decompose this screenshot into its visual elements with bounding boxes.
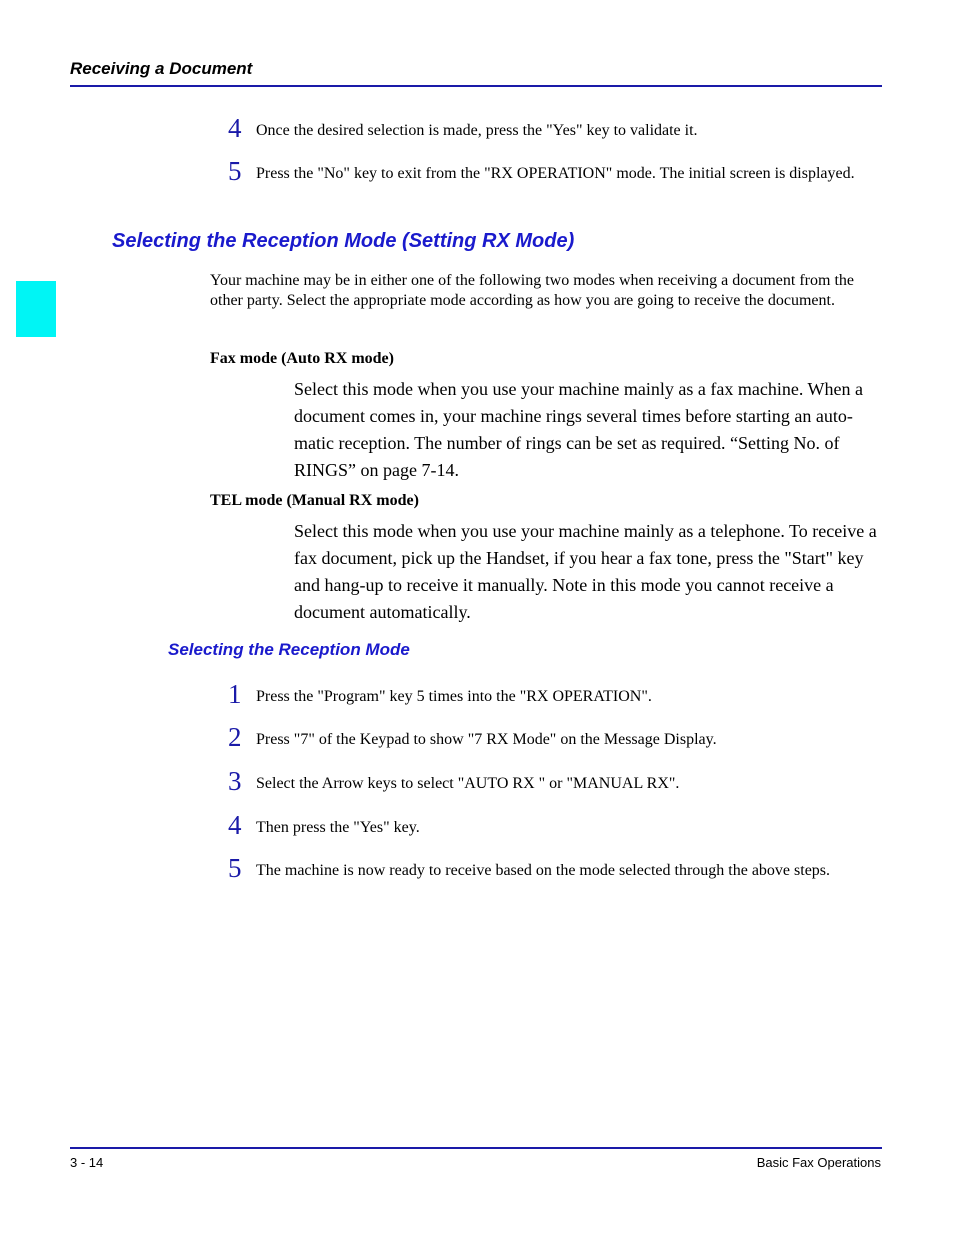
step-text: The machine is now ready to receive based on the mode selected through the above steps.	[256, 862, 831, 879]
step-number: 2	[228, 722, 242, 752]
step-number: 5	[228, 156, 242, 186]
mode-description-fax: Select this mode when you use your machine mainly as a fax machine. When a document comes in, your machine rings several times before starting an auto-matic reception. The number of rings can be set as required. “Setting No. of RINGS” on page 7-14.	[294, 379, 863, 480]
step-number: 1	[228, 679, 242, 709]
mode-title-fax: Fax mode (Auto RX mode)	[210, 350, 394, 367]
step-number: 4	[228, 810, 242, 840]
step-number: 5	[228, 853, 242, 883]
page-number: 3 - 14	[70, 1155, 104, 1170]
step-text: Then press the "Yes" key.	[256, 819, 420, 836]
mode-title-tel: TEL mode (Manual RX mode)	[210, 492, 419, 509]
step-text: Once the desired selection is made, press the "Yes" key to validate it.	[256, 122, 698, 139]
step-number: 3	[228, 766, 242, 796]
header-rule	[70, 85, 882, 87]
step-text: Press the "No" key to exit from the "RX OPERATION" mode. The initial screen is displayed.	[256, 165, 855, 182]
footer-rule	[70, 1147, 882, 1149]
step-number: 4	[228, 113, 242, 143]
section-intro: Your machine may be in either one of the following two modes when receiving a document from the other party. Select the appropriate mode according as how you are going to receive the document.	[210, 272, 854, 309]
section-heading: Selecting the Reception Mode (Setting RX Mode)	[112, 230, 575, 252]
mode-description-tel: Select this mode when you use your machine mainly as a telephone. To receive a fax document, pick up the Handset, if you hear a fax tone, press the "Start" key and hang-up to receive it manually. Note in this mode you cannot receive a document automatically.	[294, 521, 877, 622]
chapter-title: Basic Fax Operations	[756, 1155, 881, 1170]
step-text: Press the "Program" key 5 times into the "RX OPERATION".	[256, 688, 652, 705]
subsection-heading: Selecting the Reception Mode	[168, 640, 410, 659]
running-header: Receiving a Document	[70, 59, 253, 78]
step-text: Press "7" of the Keypad to show "7 RX Mode" on the Message Display.	[256, 731, 717, 748]
chapter-tab	[16, 281, 56, 337]
step-text: Select the Arrow keys to select "AUTO RX " or "MANUAL RX".	[256, 775, 680, 792]
